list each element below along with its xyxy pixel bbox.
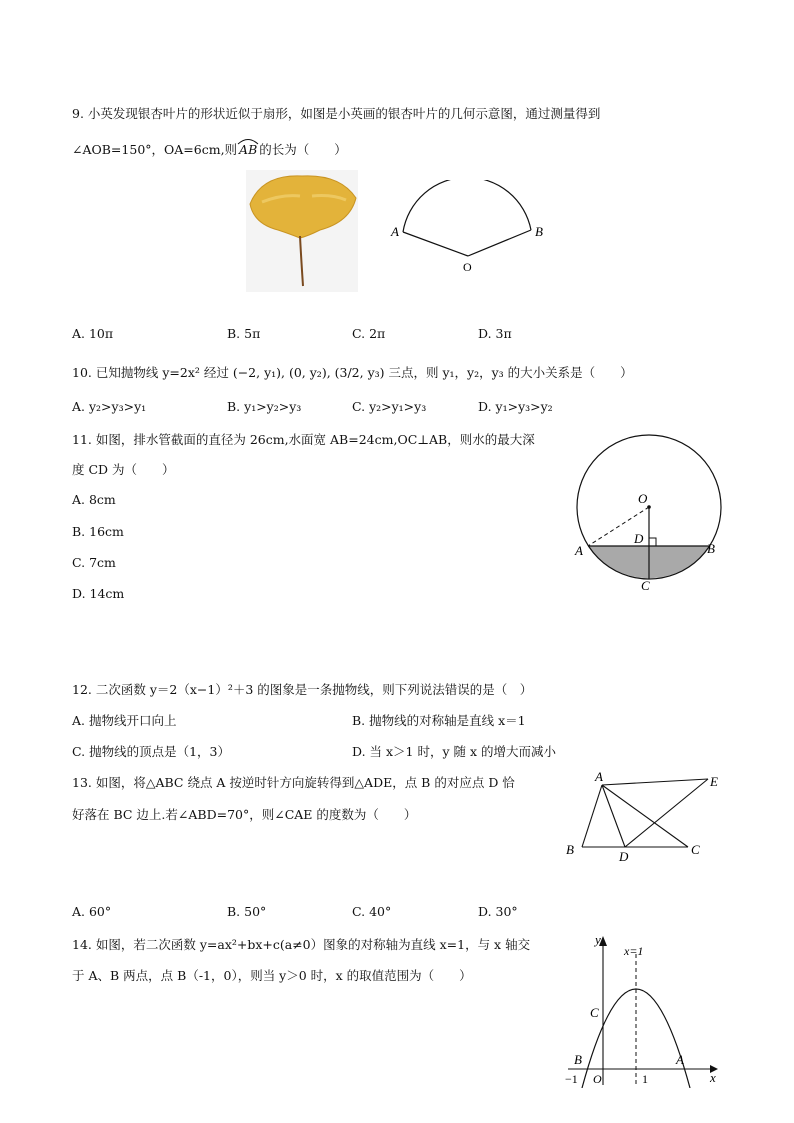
q11-label-o: O xyxy=(638,491,648,506)
q9-line2-a: ∠AOB=150°，OA=6cm,则 xyxy=(72,142,238,157)
q11-option-b: B. 16cm xyxy=(72,524,124,539)
q11-label-c: C xyxy=(641,578,650,593)
q11-label-b: B xyxy=(707,541,715,556)
q9-line2 xyxy=(72,140,347,158)
q13-triangle-figure xyxy=(562,768,734,864)
q9-label-a: A xyxy=(391,224,399,239)
q9-arc-ab: AB xyxy=(237,142,259,157)
q11-option-d: D. 14cm xyxy=(72,586,125,601)
q13-label-d: D xyxy=(619,849,629,864)
q10-option-b: B. y₁>y₂>y₃ xyxy=(227,399,302,414)
q12-option-a: A. 抛物线开口向上 xyxy=(72,713,177,728)
q11-option-c: C. 7cm xyxy=(72,555,116,570)
q9-line2-b: 的长为（ ） xyxy=(259,142,347,157)
q11-pipe-figure xyxy=(568,432,730,594)
q10-option-a: A. y₂>y₃>y₁ xyxy=(72,399,147,414)
q11-line2: 度 CD 为（ ） xyxy=(72,462,175,477)
q14-label-c: C xyxy=(590,1005,599,1020)
q14-label-b: B xyxy=(574,1052,582,1067)
q11-line1: 11. 如图，排水管截面的直径为 26cm,水面宽 AB=24cm,OC⊥AB，则水的最大深 xyxy=(72,432,535,447)
q14-label-neg1: −1 xyxy=(565,1072,578,1086)
q13-label-b: B xyxy=(566,842,574,857)
q14-line2: 于 A、B 两点，点 B（-1，0），则当 y＞0 时，x 的取值范围为（ ） xyxy=(72,968,472,983)
q13-option-c: C. 40° xyxy=(352,904,392,919)
q14-label-x: x xyxy=(710,1070,716,1085)
q13-option-d: D. 30° xyxy=(478,904,518,919)
q9-sector-figure xyxy=(388,180,558,280)
q14-label-axis: x=1 xyxy=(624,944,644,958)
q14-label-y: y xyxy=(595,932,601,947)
q12-option-d: D. 当 x＞1 时，y 随 x 的增大而减小 xyxy=(352,744,557,759)
q9-option-b: B. 5π xyxy=(227,326,261,341)
ginkgo-leaf-image xyxy=(242,166,364,296)
q11-label-d: D xyxy=(634,531,644,546)
q14-label-a: A xyxy=(676,1052,684,1067)
q12-option-c: C. 抛物线的顶点是（1，3） xyxy=(72,744,230,759)
q12-option-b: B. 抛物线的对称轴是直线 x＝1 xyxy=(352,713,526,728)
q10-option-d: D. y₁>y₃>y₂ xyxy=(478,399,553,414)
q14-parabola-figure xyxy=(560,930,730,1088)
q12-stem: 12. 二次函数 y＝2（x−1）²＋3 的图象是一条抛物线，则下列说法错误的是（ ） xyxy=(72,682,533,697)
q11-label-a: A xyxy=(575,543,583,558)
q13-label-a: A xyxy=(595,769,603,784)
q14-label-o: O xyxy=(593,1072,602,1086)
q14-label-one: 1 xyxy=(642,1072,648,1086)
q13-line2: 好落在 BC 边上.若∠ABD=70°，则∠CAE 的度数为（ ） xyxy=(72,807,417,822)
q14-line1: 14. 如图，若二次函数 y=ax²+bx+c(a≠0）图象的对称轴为直线 x=1，与 x 轴交 xyxy=(72,937,531,952)
arc-mark-icon xyxy=(237,137,259,145)
q13-option-b: B. 50° xyxy=(227,904,267,919)
q9-option-c: C. 2π xyxy=(352,326,386,341)
q9-label-o: O xyxy=(463,260,472,274)
q10-stem: 10. 已知抛物线 y=2x² 经过 (−2, y₁), (0, y₂), (3/2, y₃) 三点，则 y₁，y₂，y₃ 的大小关系是（ ） xyxy=(72,365,633,380)
q13-line1: 13. 如图，将△ABC 绕点 A 按逆时针方向旋转得到△ADE，点 B 的对应点 D 恰 xyxy=(72,775,515,790)
q11-option-a: A. 8cm xyxy=(72,492,116,507)
q9-option-d: D. 3π xyxy=(478,326,512,341)
q13-label-c: C xyxy=(691,842,700,857)
q13-option-a: A. 60° xyxy=(72,904,112,919)
q9-label-b: B xyxy=(535,224,543,239)
q10-option-c: C. y₂>y₁>y₃ xyxy=(352,399,427,414)
q9-line1: 9. 小英发现银杏叶片的形状近似于扇形，如图是小英画的银杏叶片的几何示意图，通过测量得到 xyxy=(72,106,601,121)
q9-option-a: A. 10π xyxy=(72,326,114,341)
q13-label-e: E xyxy=(710,774,718,789)
